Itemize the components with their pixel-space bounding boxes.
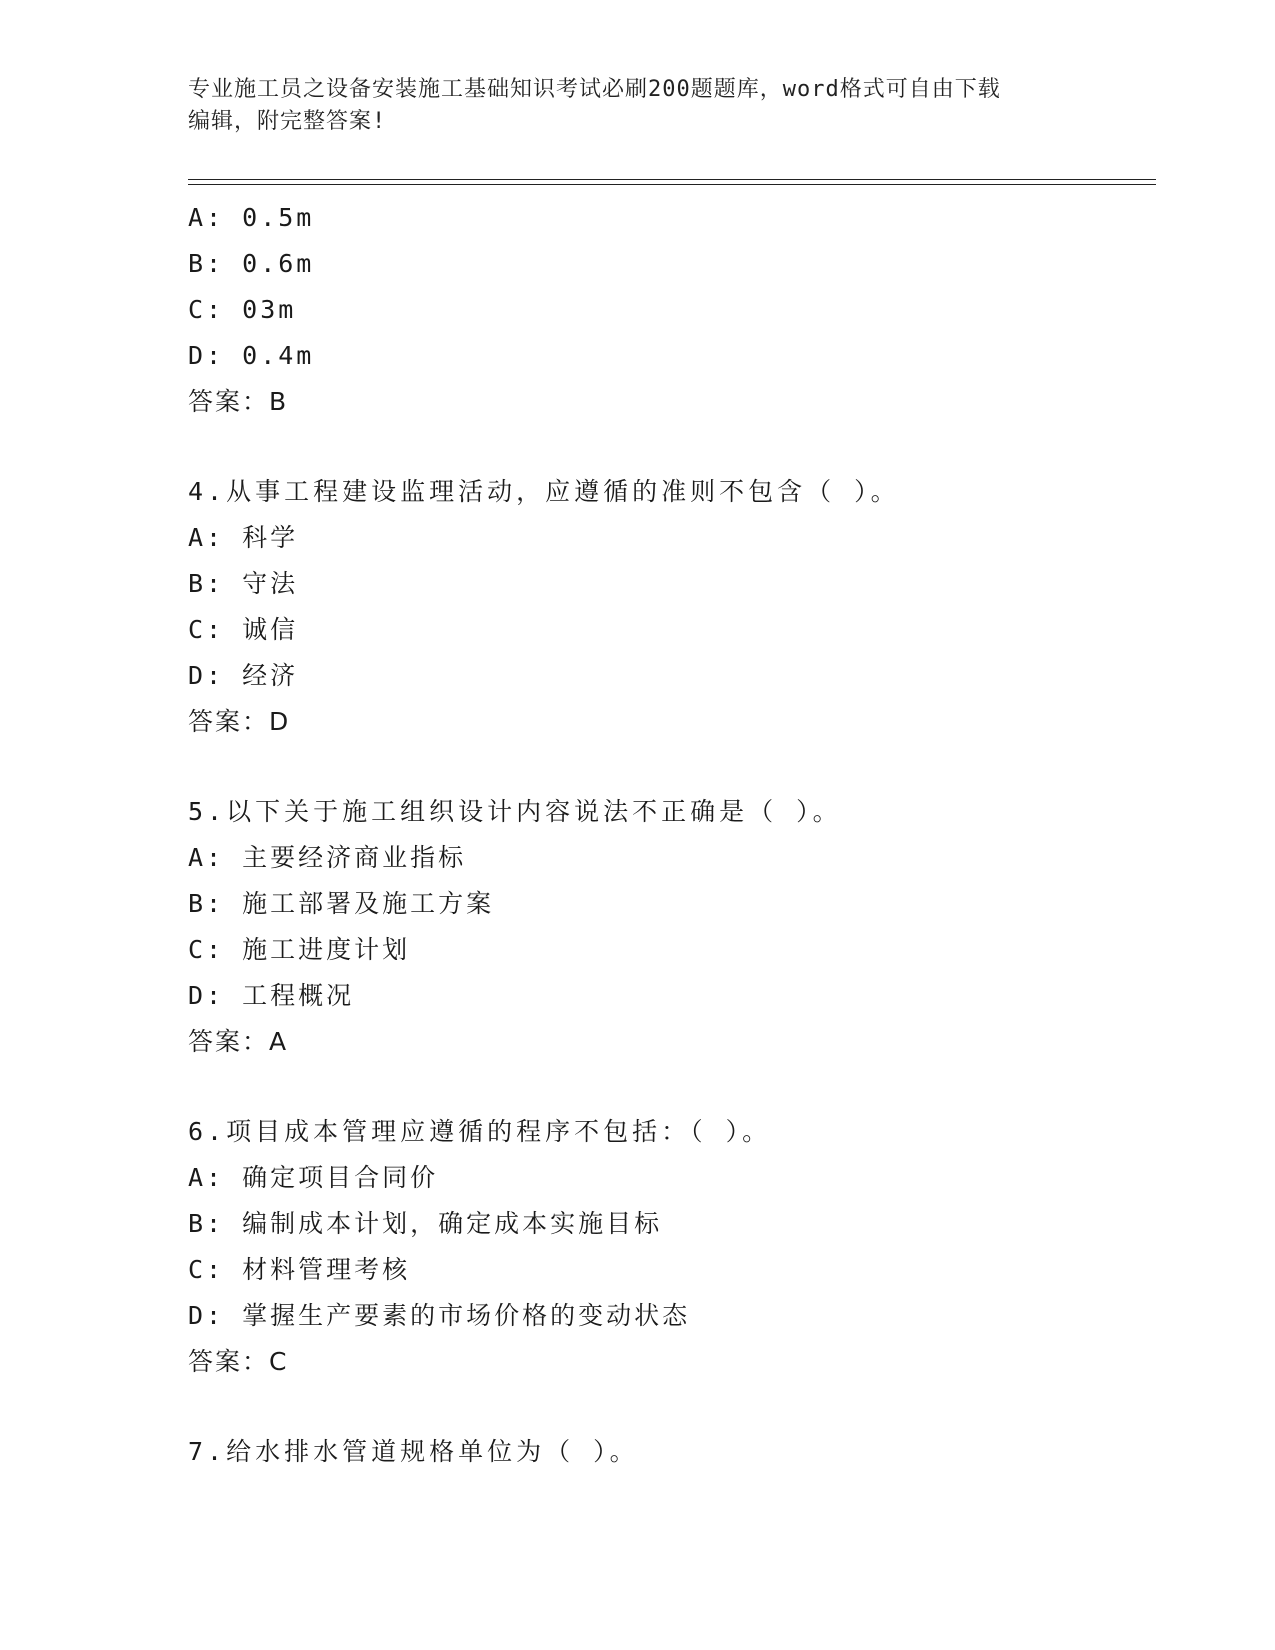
question-4-option-a: A: 科学	[188, 523, 299, 552]
question-7-block	[188, 1429, 1148, 1475]
question-6-option-c: C: 材料管理考核	[188, 1255, 411, 1284]
question-3-option-a: A: 0.5m	[188, 203, 315, 232]
question-4-option-c: C: 诚信	[188, 615, 299, 644]
question-5-option-d: D: 工程概况	[188, 981, 355, 1010]
question-3-option-c: C: 03m	[188, 295, 297, 324]
question-3-option-b: B: 0.6m	[188, 249, 315, 278]
question-6-answer: 答案：C	[188, 1347, 289, 1376]
question-6-option-b: B: 编制成本计划，确定成本实施目标	[188, 1209, 663, 1238]
header-line-1: 专业施工员之设备安装施工基础知识考试必刷200题题库，word格式可自由下载	[188, 77, 1001, 102]
header-divider-top	[188, 179, 1156, 180]
question-7-stem: 7.给水排水管道规格单位为（ ）。	[188, 1437, 639, 1466]
question-3-answer: 答案：B	[188, 387, 289, 416]
question-6-option-d: D: 掌握生产要素的市场价格的变动状态	[188, 1301, 691, 1330]
question-5-block	[188, 789, 1148, 1065]
question-4-answer: 答案：D	[188, 707, 291, 736]
question-6-option-a: A: 确定项目合同价	[188, 1163, 439, 1192]
document-header	[188, 74, 1068, 138]
question-4-stem: 4.从事工程建设监理活动，应遵循的准则不包含（ ）。	[188, 477, 900, 506]
question-4-block	[188, 469, 1148, 745]
header-line-2: 编辑，附完整答案!	[188, 109, 387, 134]
question-3-option-d: D: 0.4m	[188, 341, 315, 370]
header-divider-bottom	[188, 184, 1156, 185]
question-5-option-a: A: 主要经济商业指标	[188, 843, 467, 872]
question-5-option-b: B: 施工部署及施工方案	[188, 889, 495, 918]
question-6-stem: 6.项目成本管理应遵循的程序不包括：（ ）。	[188, 1117, 772, 1146]
question-6-block	[188, 1109, 1148, 1385]
question-5-answer: 答案：A	[188, 1027, 289, 1056]
question-4-option-b: B: 守法	[188, 569, 299, 598]
question-5-stem: 5.以下关于施工组织设计内容说法不正确是（ ）。	[188, 797, 842, 826]
question-4-option-d: D: 经济	[188, 661, 299, 690]
question-list	[188, 195, 1148, 1475]
question-5-option-c: C: 施工进度计划	[188, 935, 411, 964]
question-3-block	[188, 195, 1148, 425]
